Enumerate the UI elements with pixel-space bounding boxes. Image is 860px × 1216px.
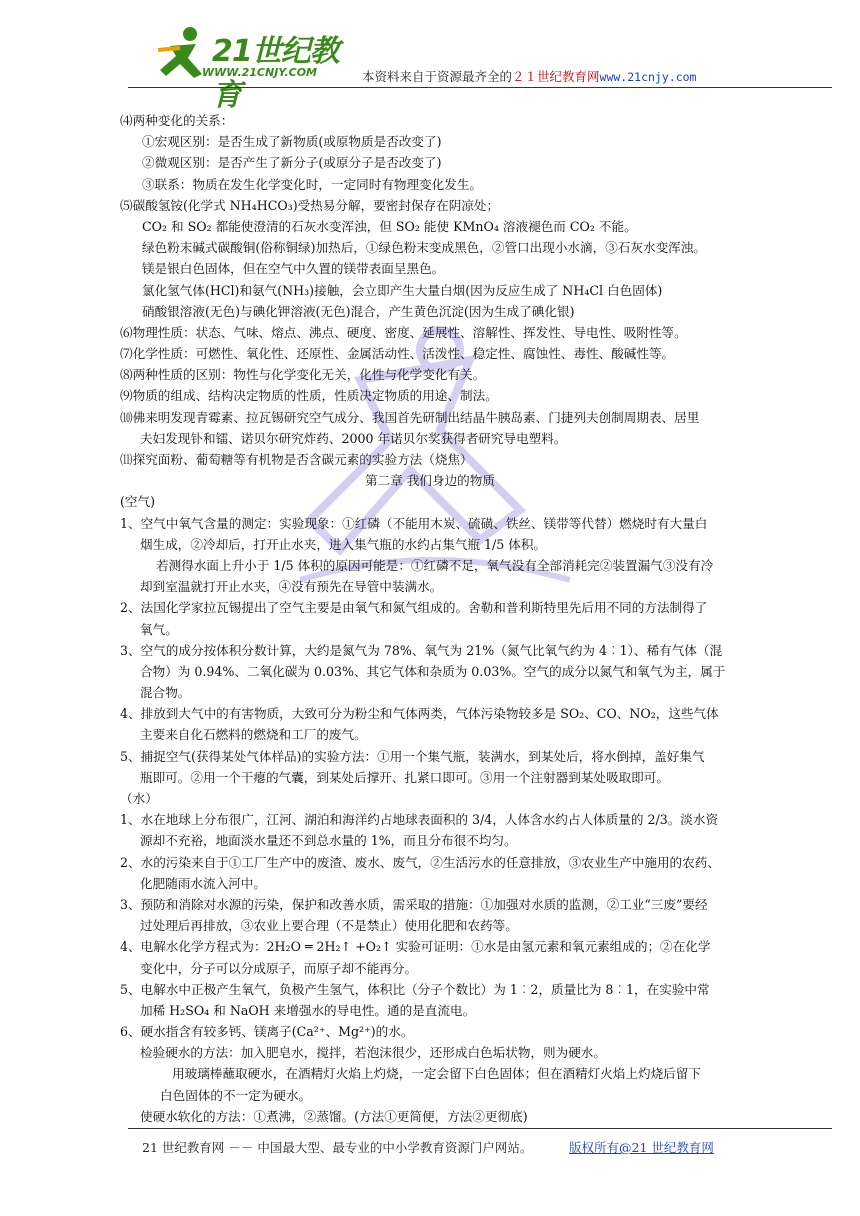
header-source (362, 67, 696, 85)
text-line: 化肥随雨水流入河中。 (140, 875, 266, 891)
section-heading: （水） (120, 791, 158, 806)
text-line: 使硬水软化的方法：①煮沸，②蒸馏。(方法①更简便，方法②更彻底) (140, 1108, 528, 1124)
section-heading: (空气) (120, 494, 156, 510)
text-line: ⑸碳酸氢铵(化学式 NH₄HCO₃)受热易分解，要密封保存在阴凉处； (120, 197, 500, 213)
text-line: 主要来自化石燃料的燃烧和工厂的废气。 (140, 727, 367, 743)
text-line: 5、捕捉空气(获得某处气体样品)的实验方法：①用一个集气瓶，装满水，到某处后，将水倒掉，盖好集气 (120, 748, 705, 764)
text-line: 混合物。 (140, 685, 191, 701)
text-line: ⑼物质的组成、结构决定物质的性质，性质决定物质的用途、制法。 (120, 388, 498, 404)
logo-url: WWW.21CNJY.COM (202, 66, 317, 79)
page-header (0, 0, 860, 113)
text-line: 检验硬水的方法：加入肥皂水，搅拌，若泡沫很少，还形成白色垢状物，则为硬水。 (140, 1045, 606, 1061)
text-line: 氧气。 (140, 621, 178, 637)
text-line: 硝酸银溶液(无色)与碘化钾溶液(无色)混合，产生黄色沉淀(因为生成了碘化银) (142, 303, 575, 319)
text-line: 氯化氢气体(HCl)和氨气(NH₃)接触，会立即产生大量白烟(因为反应生成了 NH₄Cl 白色固体) (142, 282, 663, 298)
text-line: 变化中，分子可以分成原子，而原子却不能再分。 (140, 960, 418, 976)
footer-divider (128, 1128, 832, 1129)
text-line: ⑾探究面粉、葡萄糖等有机物是否含碳元素的实验方法（烧焦） (120, 452, 473, 467)
text-line: 2、水的污染来自于①工厂生产中的废渣、废水、废气，②生活污水的任意排放，③农业生产中施用的农药、 (120, 854, 720, 870)
text-line: 5、电解水中正极产生氧气，负极产生氢气，体积比（分子个数比）为 1︰2，质量比为 8︰1，在实验中常 (120, 981, 710, 997)
text-line: 2、法国化学家拉瓦锡提出了空气主要是由氧气和氮气组成的。舍勒和普利斯特里先后用不同的方法制得了 (120, 600, 708, 616)
source-brand: ２１世纪教育网 (512, 69, 600, 84)
text-line: ⑷两种变化的关系： (120, 113, 234, 128)
text-line: 过处理后再排放，③农业上要合理（不是禁止）使用化肥和农药等。 (140, 918, 518, 934)
text-line: 若测得水面上升小于 1/5 体积的原因可能是：①红磷不足，氧气没有全部消耗完②装置漏气③没有冷 (156, 557, 714, 573)
footer-left: 21 世纪教育网 －－ 中国最大型、最专业的中小学教育资源门户网站。 (142, 1140, 533, 1155)
logo-text: 21世纪教育 (212, 34, 339, 113)
text-line: 却到室温就打开止水夹，④没有预先在导管中装满水。 (140, 579, 443, 595)
document-body (120, 110, 740, 1127)
text-line: ⑽佛来明发现青霉素、拉瓦锡研究空气成分、我国首先研制出结晶牛胰岛素、门捷列夫创制周期表、居里 (120, 409, 700, 425)
text-line: 3、空气的成分按体积分数计算，大约是氮气为 78%、氧气为 21%（氮气比氧气约为 4︰1）、稀有气体（混 (120, 642, 723, 658)
text-line: ⑹物理性质：状态、气味、熔点、沸点、硬度、密度、延展性、溶解性、挥发性、导电性、吸附性等。 (120, 324, 687, 340)
text-line: 1、空气中氧气含量的测定：实验现象：①红磷（不能用木炭、硫磺、铁丝、镁带等代替）燃烧时有大量白 (120, 515, 708, 531)
text-line: 镁是银白色固体，但在空气中久置的镁带表面呈黑色。 (142, 261, 445, 277)
text-line: ⑺化学性质：可燃性、氧化性、还原性、金属活动性、活泼性、稳定性、腐蚀性、毒性、酸碱性等。 (120, 346, 675, 362)
text-line: ③联系：物质在发生化学变化时，一定同时有物理变化发生。 (142, 176, 483, 192)
text-line: 源却不充裕，地面淡水量还不到总水量的 1%，而且分布很不均匀。 (140, 833, 517, 849)
text-line: CO₂ 和 SO₂ 都能使澄清的石灰水变浑浊，但 SO₂ 能使 KMnO₄ 溶液褪色而 CO₂ 不能。 (142, 218, 637, 234)
text-line: 白色固体的不一定为硬水。 (160, 1087, 312, 1103)
footer-copyright-link[interactable]: 版权所有@21 世纪教育网 (569, 1140, 714, 1155)
text-line: 烟生成，②冷却后，打开止水夹，进入集气瓶的水约占集气瓶 1/5 体积。 (140, 536, 547, 552)
text-line: 合物）为 0.94%、二氧化碳为 0.03%、其它气体和杂质为 0.03%。空气的成分以氮气和氧气为主，属于 (140, 663, 726, 679)
text-line: 瓶即可。②用一个干瘪的气囊，到某处后撑开、扎紧口即可。③用一个注射器到某处吸取即可。 (140, 769, 669, 785)
page-footer (142, 1138, 714, 1156)
text-line: 加稀 H₂SO₄ 和 NaOH 来增强水的导电性。通的是直流电。 (140, 1002, 476, 1018)
text-line: 1、水在地球上分布很广，江河、湖泊和海洋约占地球表面积的 3/4，人体含水约占人体质量的 2/3。淡水资 (120, 812, 719, 828)
chapter-title: 第二章 我们身边的物质 (365, 473, 495, 489)
source-url[interactable]: www.21cnjy.com (599, 70, 697, 84)
site-logo (150, 22, 350, 113)
text-line: 6、硬水指含有较多钙、镁离子(Ca²⁺、Mg²⁺)的水。 (120, 1024, 414, 1040)
text-line: ⑻两种性质的区别：物性与化学变化无关，化性与化学变化有关。 (120, 367, 486, 383)
text-line: 绿色粉末碱式碳酸铜(俗称铜绿)加热后，①绿色粉末变成黑色，②管口出现小水滴，③石灰水变浑浊。 (142, 240, 706, 256)
text-line: 夫妇发现钋和镭、诺贝尔研究炸药、2000 年诺贝尔奖获得者研究导电塑料。 (140, 430, 567, 446)
text-line: ②微观区别：是否产生了新分子(或原分子是否改变了) (142, 155, 442, 171)
source-prefix: 本资料来自于资源最齐全的 (362, 69, 513, 84)
text-line: 3、预防和消除对水源的污染，保护和改善水质，需采取的措施：①加强对水质的监测，②工业“三废”要经 (120, 896, 708, 912)
text-line: 4、电解水化学方程式为：2H₂O ═ 2H₂↑ +O₂↑ 实验可证明：①水是由氢元素和氧元素组成的；②在化学 (120, 939, 711, 955)
header-divider (128, 87, 832, 88)
text-line: 4、排放到大气中的有害物质，大致可分为粉尘和气体两类，气体污染物较多是 SO₂、CO、NO₂，这些气体 (120, 706, 719, 722)
text-line: 用玻璃棒蘸取硬水，在酒精灯火焰上灼烧，一定会留下白色固体；但在酒精灯火焰上灼烧后留下 (172, 1066, 701, 1082)
text-line: ①宏观区别：是否生成了新物质(或原物质是否改变了) (142, 134, 442, 150)
